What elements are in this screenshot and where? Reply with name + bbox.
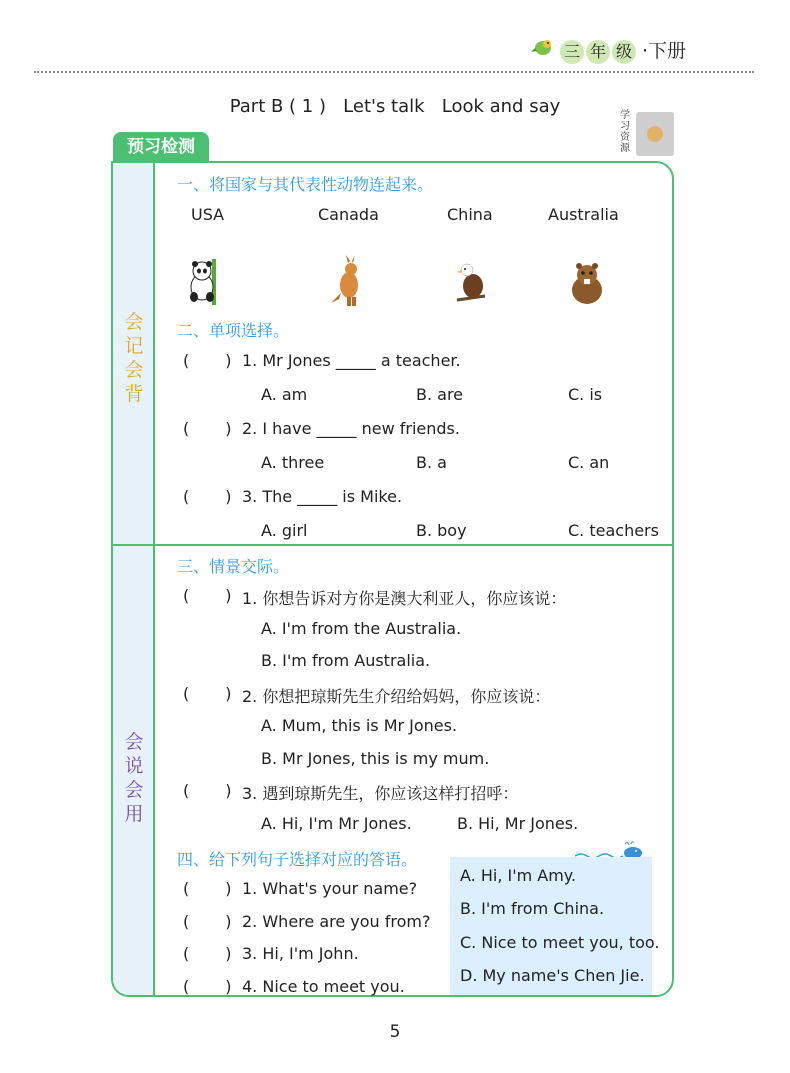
side-char: 会 xyxy=(124,779,144,801)
side-char: 会 xyxy=(124,731,144,753)
page-number: 5 xyxy=(389,1022,401,1042)
option-b: B. Hi, Mr Jones. xyxy=(457,814,579,833)
answer-option: D. My name's Chen Jie. xyxy=(460,966,645,985)
question-stem: 3. The _____ is Mike. xyxy=(242,487,403,506)
answer-option: A. Hi, I'm Amy. xyxy=(460,866,577,885)
grade-char: 年 xyxy=(586,40,610,64)
side-char: 记 xyxy=(124,335,144,357)
section4-heading: 四、给下列句子选择对应的答语。 xyxy=(177,850,418,869)
option-a: A. girl xyxy=(261,521,308,540)
question-stem: 2. I have _____ new friends. xyxy=(242,419,460,438)
question-stem: 4. Nice to meet you. xyxy=(242,977,405,996)
grade-label xyxy=(560,36,686,64)
paren-close: ) xyxy=(225,419,232,438)
header-divider xyxy=(34,71,754,73)
answer-paren[interactable]: ( ) xyxy=(183,781,232,800)
section2-heading: 二、单项选择。 xyxy=(177,321,290,340)
kangaroo-icon[interactable] xyxy=(331,255,369,311)
answer-paren[interactable]: ( ) xyxy=(183,912,232,931)
side-char: 会 xyxy=(124,311,144,333)
page-title: Part B ( 1 ) Let's talk Look and say xyxy=(229,96,561,117)
option-c: C. teachers xyxy=(568,521,659,540)
question-stem: 3. 遇到琼斯先生，你应该这样打招呼： xyxy=(242,784,519,803)
answer-paren[interactable] xyxy=(183,419,232,438)
option-b: B. Mr Jones, this is my mum. xyxy=(261,749,490,768)
answer-option: B. I'm from China. xyxy=(460,899,605,918)
section3-heading: 三、情景交际。 xyxy=(177,557,290,576)
option-a: A. am xyxy=(261,385,308,404)
question-stem: 3. Hi, I'm John. xyxy=(242,944,359,963)
answer-option: C. Nice to meet you, too. xyxy=(460,933,660,952)
option-c: C. an xyxy=(568,453,610,472)
option-a: A. Mum, this is Mr Jones. xyxy=(261,716,458,735)
paren-open: ( xyxy=(183,419,190,438)
grade-char: 三 xyxy=(560,40,584,64)
country-china: China xyxy=(447,205,493,224)
option-b: B. a xyxy=(416,453,447,472)
option-b: B. are xyxy=(416,385,464,404)
section1-heading: 一、将国家与其代表性动物连起来。 xyxy=(177,175,434,194)
country-canada: Canada xyxy=(318,205,379,224)
side-char: 背 xyxy=(124,383,144,405)
volume-label: ·下册 xyxy=(642,40,687,62)
side-label-bottom xyxy=(113,730,155,826)
side-char: 会 xyxy=(124,359,144,381)
answer-paren[interactable]: ( ) xyxy=(183,944,232,963)
option-c: C. is xyxy=(568,385,603,404)
option-b: B. I'm from Australia. xyxy=(261,651,431,670)
paren-close: ) xyxy=(225,487,232,506)
sidebar xyxy=(113,163,155,995)
section-divider xyxy=(113,544,673,546)
option-b: B. boy xyxy=(416,521,467,540)
paren-open: ( xyxy=(183,487,190,506)
paren-close: ) xyxy=(225,351,232,370)
panda-icon[interactable] xyxy=(186,257,222,309)
question-stem: 1. What's your name? xyxy=(242,879,418,898)
question-stem: 2. 你想把琼斯先生介绍给妈妈，你应该说： xyxy=(242,687,551,706)
side-char: 用 xyxy=(124,803,144,825)
option-a: A. Hi, I'm Mr Jones. xyxy=(261,814,412,833)
question-stem: 2. Where are you from? xyxy=(242,912,431,931)
option-a: A. three xyxy=(261,453,325,472)
beaver-icon[interactable] xyxy=(566,262,608,310)
section-tab: 预习检测 xyxy=(113,132,209,162)
answer-paren[interactable]: ( ) xyxy=(183,977,232,996)
eagle-icon[interactable] xyxy=(453,260,489,310)
side-char: 说 xyxy=(124,755,144,777)
question-stem: 1. 你想告诉对方你是澳大利亚人，你应该说： xyxy=(242,589,567,608)
answer-paren[interactable] xyxy=(183,487,232,506)
paren-open: ( xyxy=(183,351,190,370)
answer-paren[interactable] xyxy=(183,351,232,370)
side-label-top xyxy=(113,310,155,406)
answer-paren[interactable]: ( ) xyxy=(183,684,232,703)
option-a: A. I'm from the Australia. xyxy=(261,619,462,638)
bird-icon xyxy=(531,36,555,58)
country-usa: USA xyxy=(191,205,225,224)
question-stem: 1. Mr Jones _____ a teacher. xyxy=(242,351,461,370)
grade-char: 级 xyxy=(612,40,636,64)
country-australia: Australia xyxy=(548,205,619,224)
answer-paren[interactable]: ( ) xyxy=(183,586,232,605)
qr-code[interactable] xyxy=(636,112,674,156)
qr-label: 学习资源 xyxy=(620,110,630,154)
answer-paren[interactable]: ( ) xyxy=(183,879,232,898)
